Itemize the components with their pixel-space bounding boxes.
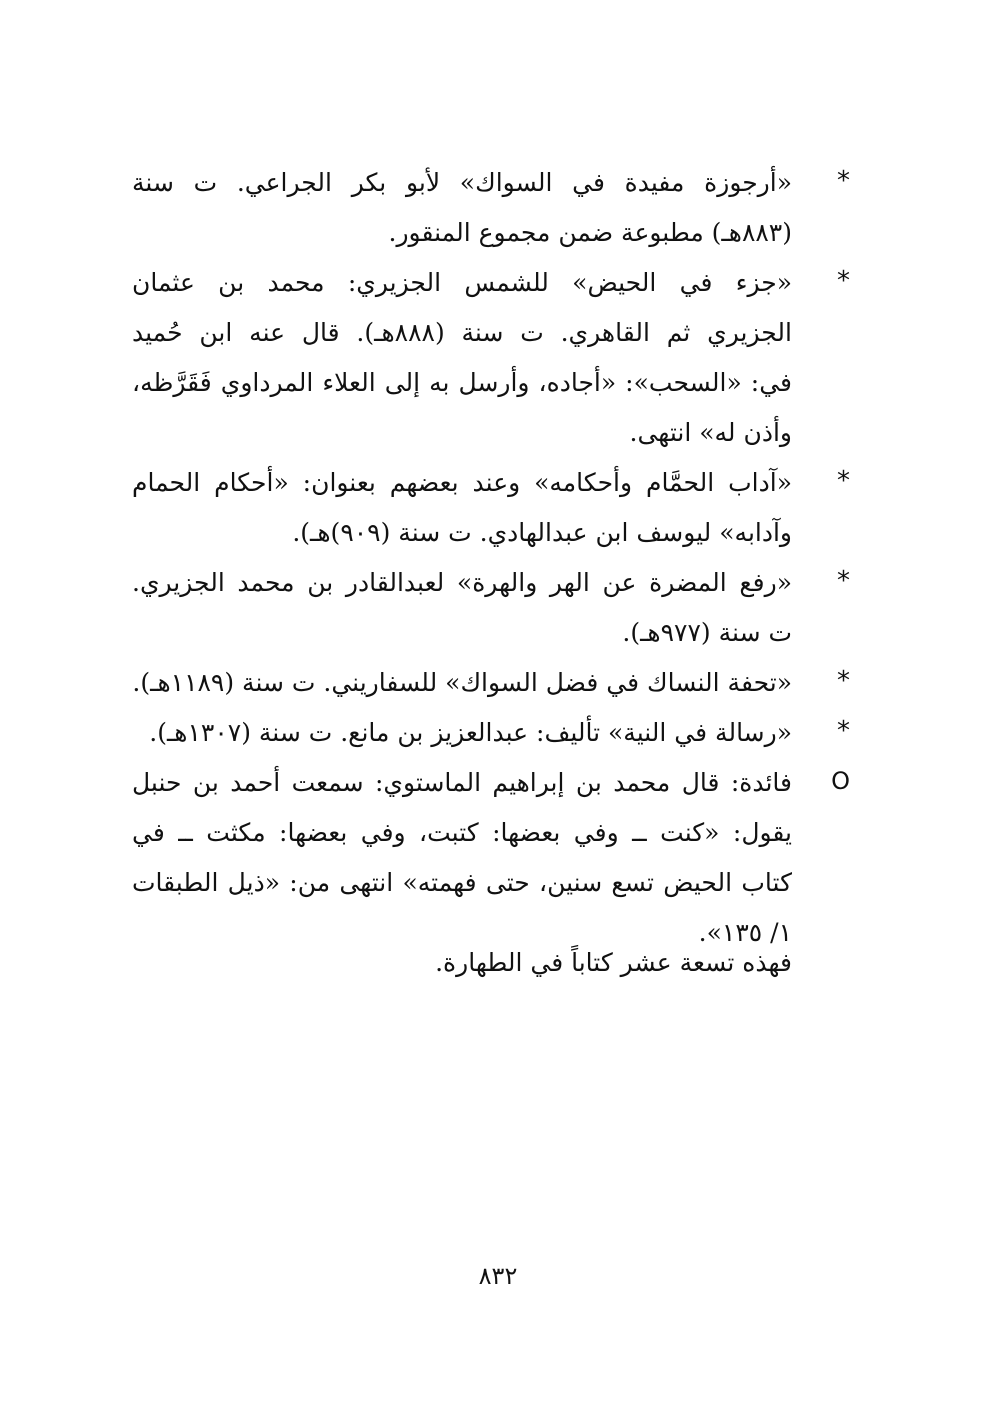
text-line: وآدابه» ليوسف ابن عبدالهادي. ت سنة (٩٠٩)هـ). [292, 518, 792, 547]
list-item [132, 458, 862, 558]
asterisk-icon: * [837, 166, 850, 196]
asterisk-icon: * [837, 566, 850, 596]
text-line: (٨٨٣هـ) مطبوعة ضمن مجموع المنقور. [388, 218, 792, 247]
text-line: «رسالة في النية» تأليف: عبدالعزيز بن مانع. ت سنة (١٣٠٧هـ). [149, 718, 792, 747]
book-list [132, 158, 862, 958]
text-line: «تحفة النساك في فضل السواك» للسفاريني. ت سنة (١١٨٩هـ). [132, 668, 792, 697]
list-item [132, 658, 862, 708]
text-line: يقول: «كنت ــ وفي بعضها: كتبت، وفي بعضها: مكثت ــ في [132, 818, 792, 847]
asterisk-icon: * [837, 666, 850, 696]
circle-icon: O [831, 767, 850, 795]
text-line: «أرجوزة مفيدة في السواك» لأبو بكر الجراعي. ت سنة [132, 168, 792, 197]
text-line: كتاب الحيض تسع سنين، حتى فهمته» انتهى من: «ذيل الطبقات [132, 868, 792, 897]
list-item [132, 758, 862, 958]
list-item [132, 258, 862, 458]
text-line: ١/ ١٣٥». [698, 918, 792, 947]
asterisk-icon: * [837, 266, 850, 296]
asterisk-icon: * [837, 466, 850, 496]
text-line: «آداب الحمَّام وأحكامه» وعند بعضهم بعنوان: «أحكام الحمام [132, 468, 792, 497]
closing-paragraph [132, 938, 792, 988]
list-item [132, 158, 862, 258]
text-line: الجزيري ثم القاهري. ت سنة (٨٨٨هـ). قال عنه ابن حُميد [132, 318, 792, 347]
closing-line: فهذه تسعة عشر كتاباً في الطهارة. [435, 948, 792, 977]
text-line: وأذن له» انتهى. [629, 418, 792, 447]
text-line: في: «السحب»: «أجاده، وأرسل به إلى العلاء المرداوي فَقَرَّظه، [132, 368, 792, 397]
list-item [132, 558, 862, 658]
list-item [132, 708, 862, 758]
asterisk-icon: * [837, 716, 850, 746]
page-number: ٨٣٢ [478, 1262, 518, 1290]
text-line: فائدة: قال محمد بن إبراهيم الماستوي: سمعت أحمد بن حنبل [132, 768, 792, 797]
text-line: ت سنة (٩٧٧هـ). [622, 618, 792, 647]
text-line: «جزء في الحيض» للشمس الجزيري: محمد بن عثمان [132, 268, 792, 297]
text-line: «رفع المضرة عن الهر والهرة» لعبدالقادر بن محمد الجزيري. [132, 568, 792, 597]
